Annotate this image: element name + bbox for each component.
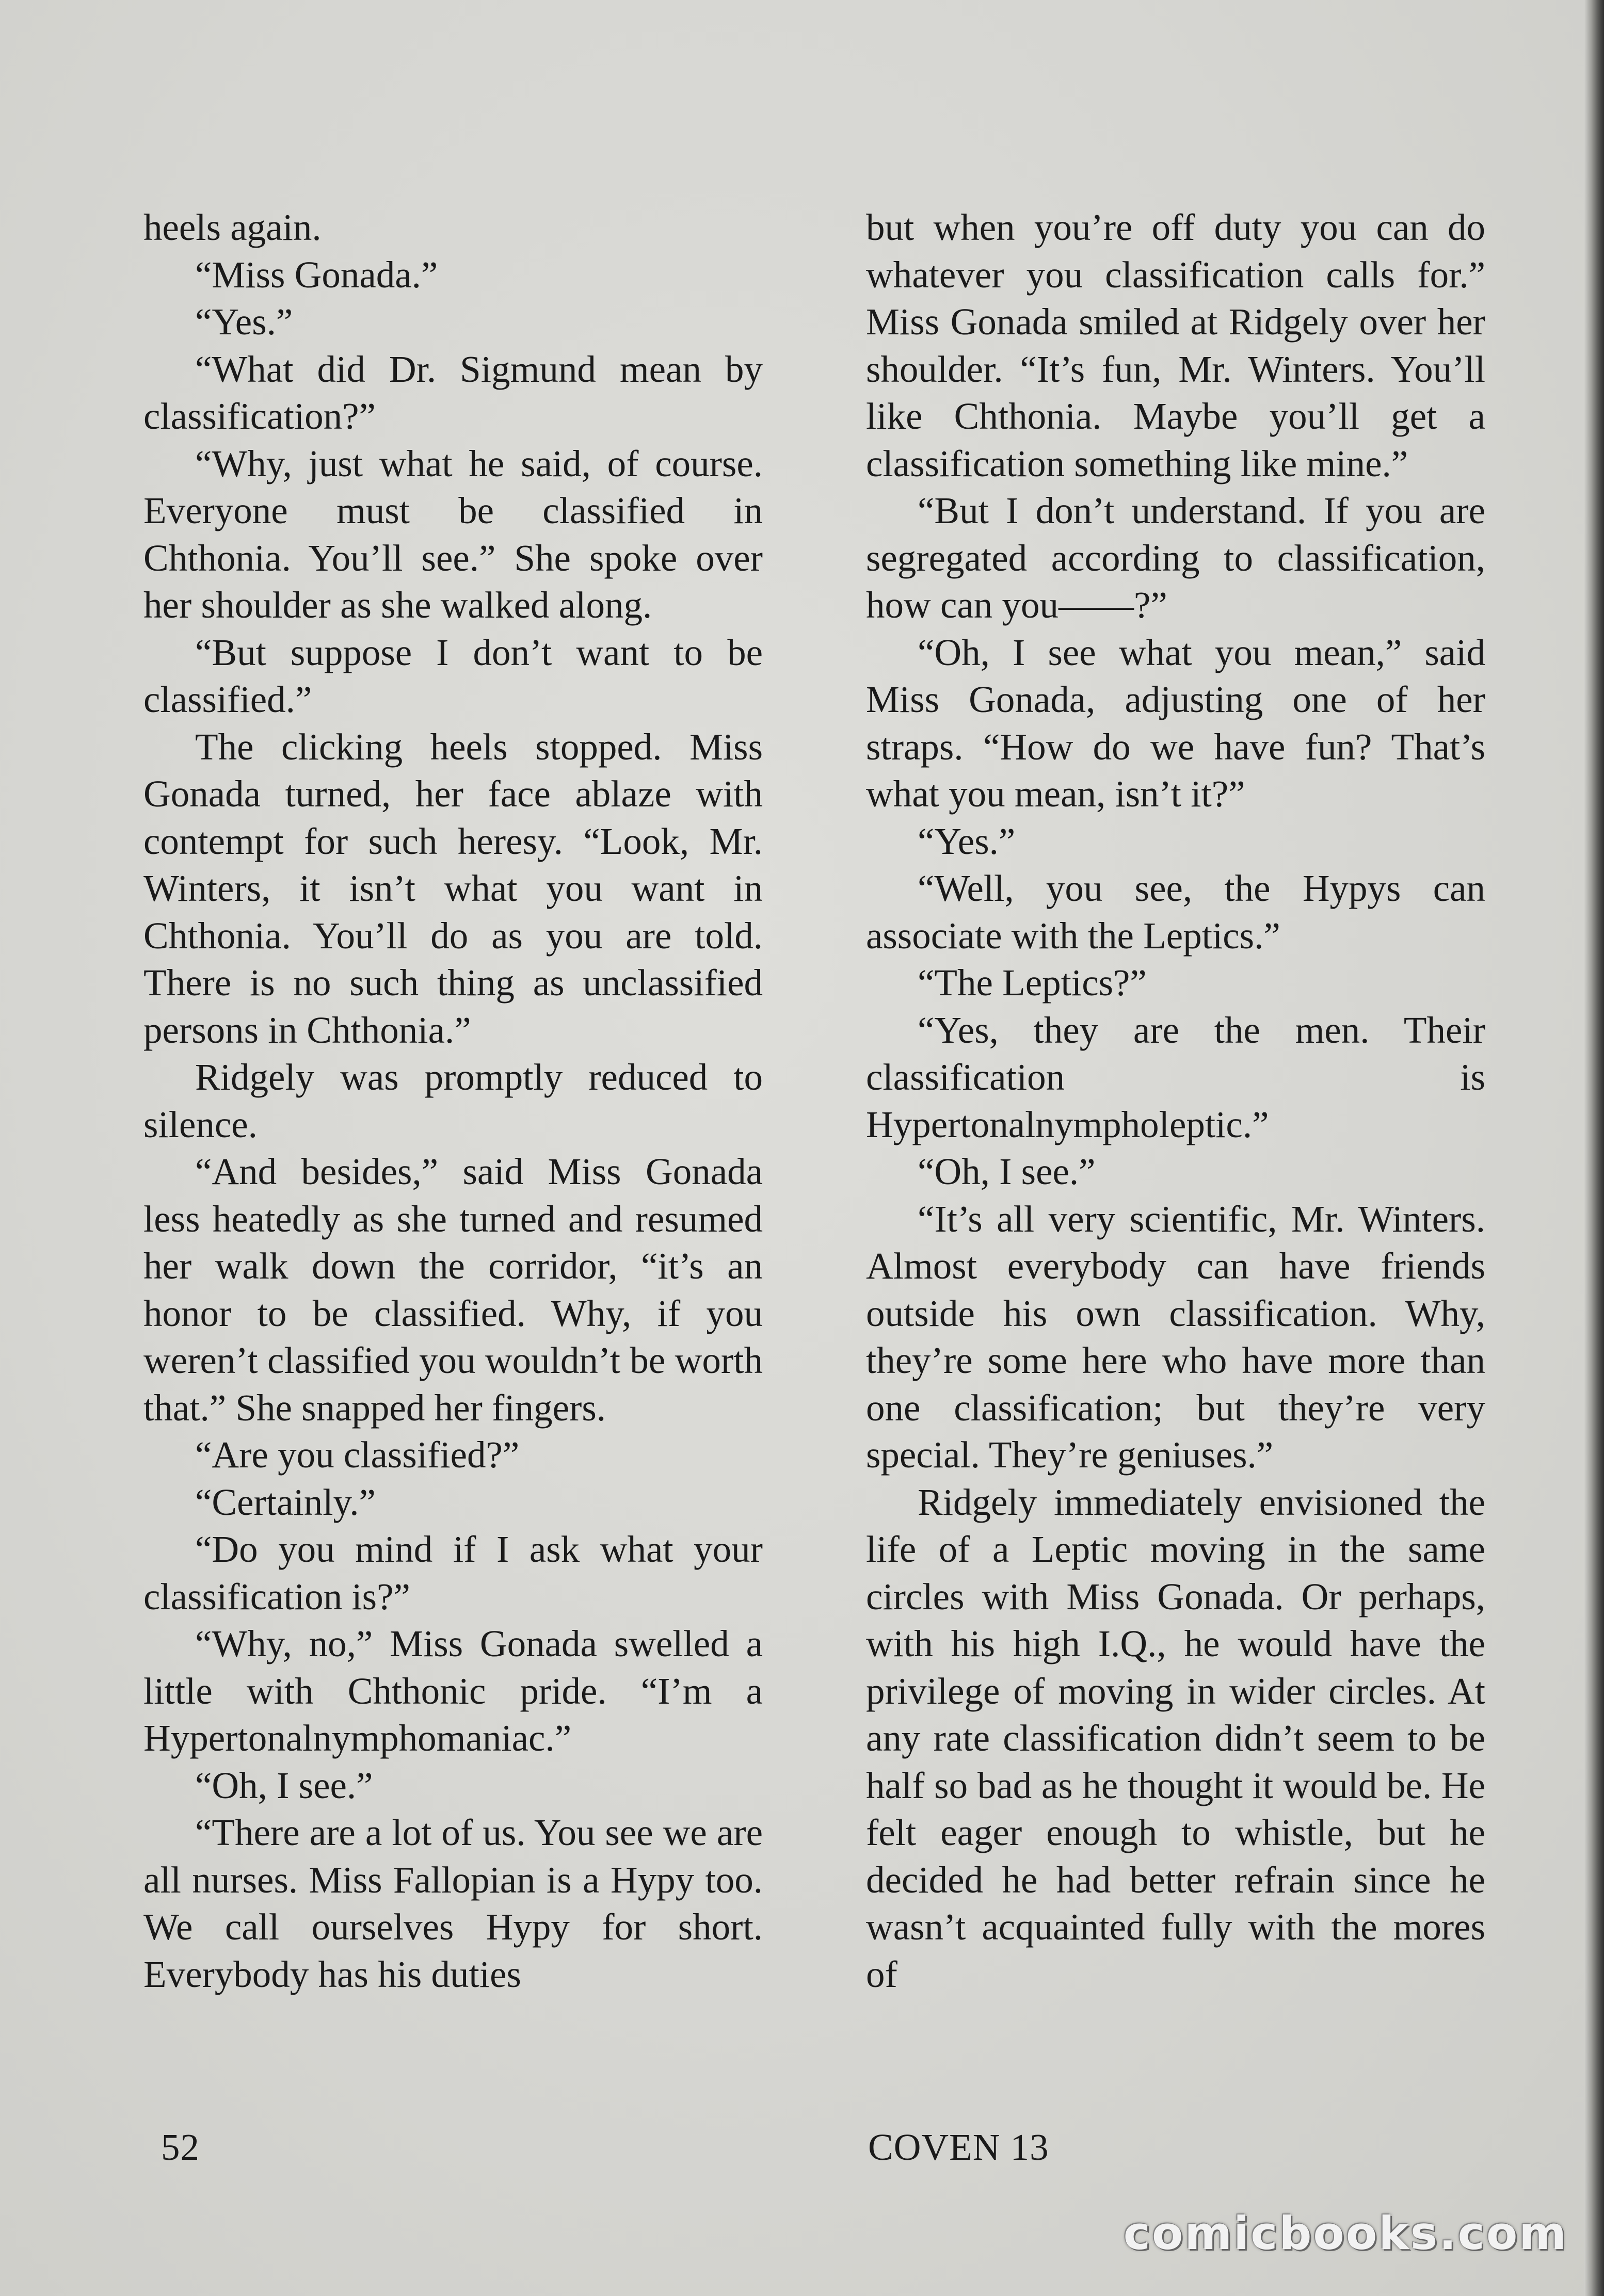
paragraph: “Oh, I see what you mean,” said Miss Gonada, adjusting one of her straps. “How do we have fun? That’s what you mean, isn’t it?” (866, 631, 1485, 815)
paragraph: “And besides,” said Miss Gonada less heatedly as she turned and resumed her walk down the corridor, “it’s an honor to be classified. Why, if you weren’t classified you wouldn’t be worth that.” She snapped her fingers. (143, 1151, 763, 1429)
paragraph: “Why, just what he said, of course. Everyone must be classified in Chthonia. You’ll see.” She spoke over her shoulder as she walked along. (143, 442, 763, 626)
paragraph: “Miss Gonada.” (195, 253, 438, 296)
paragraph: The clicking heels stopped. Miss Gonada turned, her face ablaze with contempt for such heresy. “Look, Mr. Winters, it isn’t what you want in Chthonia. You’ll do as you are told. There is no such thing as unclassified persons in Chthonia.” (143, 725, 763, 1051)
paragraph: “Yes.” (195, 301, 293, 343)
paragraph: “Do you mind if I ask what your classification is?” (143, 1528, 763, 1618)
page-binding-edge (1584, 0, 1604, 2296)
paragraph: “Well, you see, the Hypys can associate with the Leptics.” (866, 867, 1485, 957)
paragraph: “Yes, they are the men. Their classification is Hypertonalnympholeptic.” (866, 1009, 1485, 1145)
paragraph: but when you’re off duty you can do whatever you classification calls for.” Miss Gonada smiled at Ridgely over her shoulder. “It’s fun, Mr. Winters. You’ll like Chthonia. Maybe you’ll get a classification something like mine.” (866, 206, 1485, 484)
paragraph: “There are a lot of us. You see we are all nurses. Miss Fallopian is a Hypy too. We call ourselves Hypy for short. Everybody has his duties (143, 1812, 763, 1995)
paragraph: Ridgely immediately envisioned the life of a Leptic moving in the same circles with Miss Gonada. Or perhaps, with his high I.Q., he would have the privilege of moving in wider circles. At any rate classification didn’t seem to be half so bad as he thought it would be. He felt eager enough to whistle, but he decided he had better refrain since he wasn’t acquainted fully with the mores of (866, 1481, 1485, 1995)
paragraph: “What did Dr. Sigmund mean by classification?” (143, 348, 763, 437)
paragraph: “Yes.” (918, 820, 1016, 862)
paragraph: heels again. (143, 206, 322, 248)
paragraph: “But I don’t understand. If you are segregated according to classification, how can you——?” (866, 490, 1485, 626)
source-watermark: comicbooks.com (1123, 2207, 1568, 2260)
paragraph: “Oh, I see.” (195, 1764, 373, 1806)
paragraph: “It’s all very scientific, Mr. Winters. Almost everybody can have friends outside his own classification. Why, they’re some here who have more than one classification; but they’re very special. They’re geniuses.” (866, 1198, 1485, 1476)
right-text-column (866, 204, 1485, 1998)
paragraph: Ridgely was promptly reduced to silence. (143, 1056, 763, 1145)
paragraph: “Why, no,” Miss Gonada swelled a little with Chthonic pride. “I’m a Hypertonalnymphomaniac.” (143, 1623, 763, 1759)
paragraph: “Are you classified?” (195, 1434, 520, 1476)
paragraph: “But suppose I don’t want to be classified.” (143, 631, 763, 720)
left-text-column (143, 204, 763, 1998)
running-footer-title: COVEN 13 (868, 2126, 1049, 2168)
paragraph: “The Leptics?” (918, 962, 1147, 1004)
paragraph: “Certainly.” (195, 1481, 376, 1523)
page-number: 52 (161, 2126, 200, 2168)
paragraph: “Oh, I see.” (918, 1151, 1096, 1192)
